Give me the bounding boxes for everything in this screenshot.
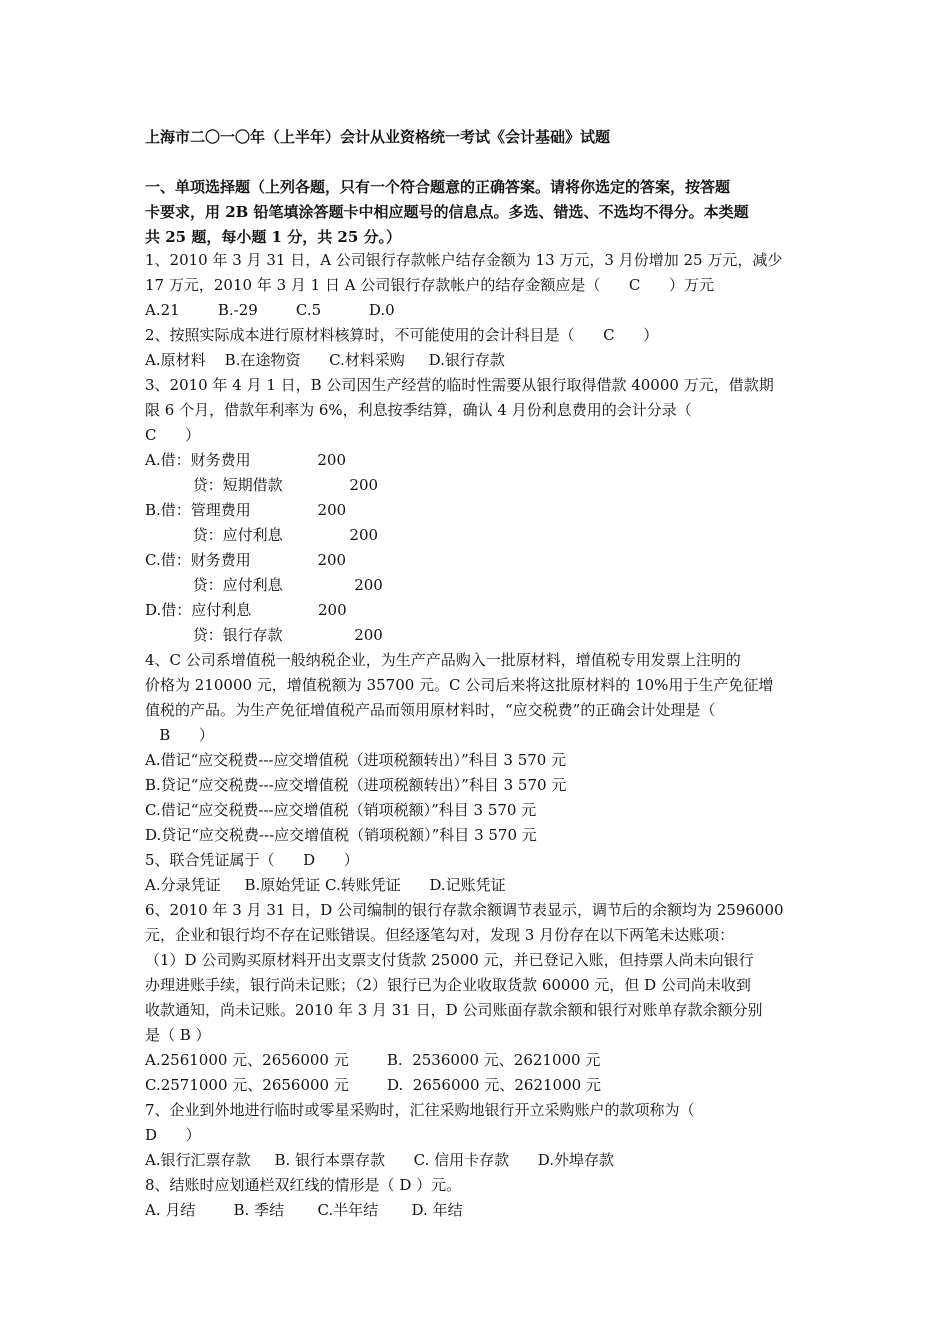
text-line: C.2571000 元、2656000 元 D. 2656000 元、2621000 元 bbox=[145, 1076, 601, 1094]
text-line: 是（ B ） bbox=[145, 1026, 211, 1044]
text-line: 贷：银行存款 200 bbox=[145, 626, 383, 644]
text-line: C.借：财务费用 200 bbox=[145, 551, 347, 569]
text-line: 收款通知，尚未记账。2010 年 3 月 31 日，D 公司账面存款余额和银行对账单存款余额分别 bbox=[145, 1001, 763, 1019]
text-line: B ） bbox=[145, 726, 214, 744]
text-line: 7、企业到外地进行临时或零星采购时，汇往采购地银行开立采购账户的款项称为（ bbox=[145, 1101, 695, 1119]
text-line: 2、按照实际成本进行原材料核算时，不可能使用的会计科目是（ C ） bbox=[145, 326, 659, 344]
text-line: A.原材料 B.在途物资 C.材料采购 D.银行存款 bbox=[145, 351, 505, 369]
text-line: 3、2010 年 4 月 1 日，B 公司因生产经营的临时性需要从银行取得借款 40000 万元，借款期 bbox=[145, 376, 774, 394]
text-line: A.21 B.-29 C.5 D.0 bbox=[145, 301, 395, 319]
text-line: 元，企业和银行均不存在记账错误。但经逐笔勾对，发现 3 月份存在以下两笔未达账项： bbox=[145, 926, 735, 944]
text-line: 贷：应付利息 200 bbox=[145, 576, 383, 594]
text-line: 值税的产品。为生产免征增值税产品而领用原材料时，“应交税费”的正确会计处理是（ bbox=[145, 701, 716, 719]
text-line: （1）D 公司购买原材料开出支票支付货款 25000 元，并已登记入账，但持票人尚未向银行 bbox=[145, 951, 754, 969]
text-line: B.贷记“应交税费---应交增值税（进项税额转出）”科目 3 570 元 bbox=[145, 776, 567, 794]
section-heading-line: 共 25 题，每小题 1 分，共 25 分。） bbox=[145, 228, 402, 246]
text-line: A.借：财务费用 200 bbox=[145, 451, 346, 469]
text-line: B.借：管理费用 200 bbox=[145, 501, 347, 519]
text-line: 贷：短期借款 200 bbox=[145, 476, 379, 494]
text-line: 4、C 公司系增值税一般纳税企业，为生产产品购入一批原材料，增值税专用发票上注明的 bbox=[145, 651, 741, 669]
text-line: D.贷记“应交税费---应交增值税（销项税额）”科目 3 570 元 bbox=[145, 826, 537, 844]
section-heading-line: 卡要求，用 2B 铅笔填涂答题卡中相应题号的信息点。多选、错选、不选均不得分。本类题 bbox=[145, 203, 749, 221]
section-heading-line: 一、单项选择题（上列各题，只有一个符合题意的正确答案。请将你选定的答案，按答题 bbox=[145, 178, 731, 196]
text-line: 贷：应付利息 200 bbox=[145, 526, 379, 544]
text-line: 限 6 个月，借款年利率为 6%，利息按季结算，确认 4 月份利息费用的会计分录（ bbox=[145, 401, 692, 419]
document-title: 上海市二〇一〇年（上半年）会计从业资格统一考试《会计基础》试题 bbox=[145, 128, 611, 146]
text-line: 价格为 210000 元，增值税额为 35700 元。C 公司后来将这批原材料的 10%用于生产免征增 bbox=[145, 676, 774, 694]
text-line: 8、结账时应划通栏双红线的情形是（ D ）元。 bbox=[145, 1176, 462, 1194]
text-line: 办理进账手续，银行尚未记账；（2）银行已为企业收取货款 60000 元，但 D 公司尚未收到 bbox=[145, 976, 751, 994]
text-line: 17 万元，2010 年 3 月 1 日 A 公司银行存款帐户的结存金额应是（ C ）万元 bbox=[145, 276, 715, 294]
text-line: A.分录凭证 B.原始凭证 C.转账凭证 D.记账凭证 bbox=[145, 876, 506, 894]
text-line: A.借记“应交税费---应交增值税（进项税额转出）”科目 3 570 元 bbox=[145, 751, 567, 769]
text-line: A.银行汇票存款 B. 银行本票存款 C. 信用卡存款 D.外埠存款 bbox=[145, 1151, 614, 1169]
text-line: C.借记“应交税费---应交增值税（销项税额）”科目 3 570 元 bbox=[145, 801, 537, 819]
text-line: A.2561000 元、2656000 元 B. 2536000 元、2621000 元 bbox=[145, 1051, 601, 1069]
text-line: D ） bbox=[145, 1126, 201, 1144]
text-line: D.借：应付利息 200 bbox=[145, 601, 347, 619]
text-line: A. 月结 B. 季结 C.半年结 D. 年结 bbox=[145, 1201, 463, 1219]
text-line: C ） bbox=[145, 426, 201, 444]
text-line: 6、2010 年 3 月 31 日，D 公司编制的银行存款余额调节表显示，调节后的余额均为 2596000 bbox=[145, 901, 784, 919]
text-line: 5、联合凭证属于（ D ） bbox=[145, 851, 359, 869]
text-line: 1、2010 年 3 月 31 日，A 公司银行存款帐户结存金额为 13 万元，3 月份增加 25 万元，减少 bbox=[145, 251, 783, 269]
